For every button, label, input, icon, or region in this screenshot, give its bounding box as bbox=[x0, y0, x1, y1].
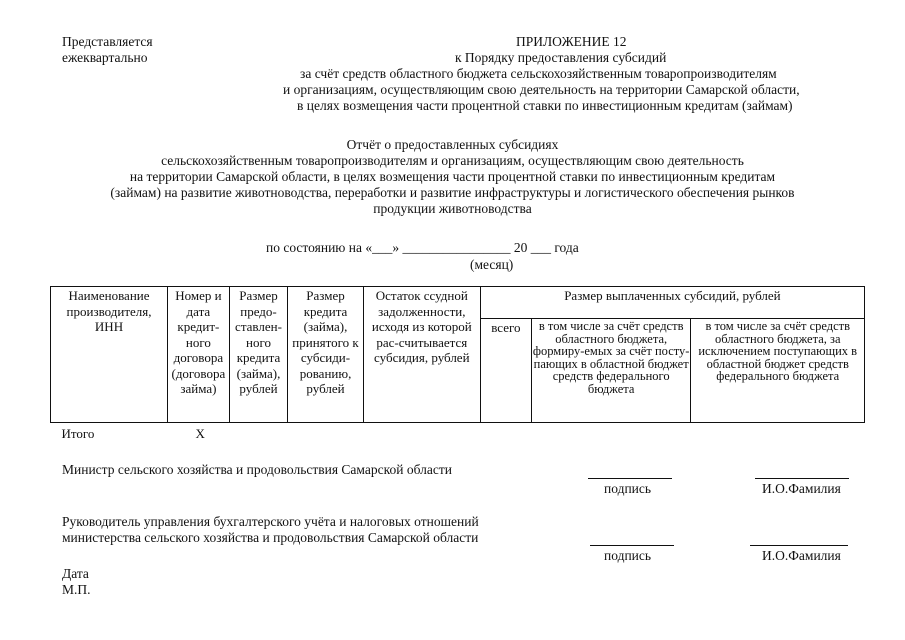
total-label: Итого bbox=[61, 426, 95, 441]
stamp-label: М.П. bbox=[62, 582, 91, 597]
date-label: Дата bbox=[62, 566, 89, 581]
appendix-title: ПРИЛОЖЕНИЕ 12 bbox=[516, 34, 627, 49]
total-row bbox=[51, 423, 865, 445]
appendix-line-1: к Порядку предоставления субсидий bbox=[455, 50, 667, 65]
submission-note-line-2: ежеквартально bbox=[62, 50, 148, 65]
header-paid-subsidies: Размер выплаченных субсидий, рублей bbox=[480, 287, 864, 319]
signatory-2-sign-line bbox=[590, 545, 674, 546]
total-mark: Х bbox=[195, 426, 205, 441]
signatory-1-name-line bbox=[755, 478, 849, 479]
signatory-1-position: Министр сельского хозяйства и продовольствия Самарской области bbox=[62, 462, 452, 477]
month-caption: (месяц) bbox=[470, 257, 514, 272]
appendix-line-4: в целях возмещения части процентной ставки по инвестиционным кредитам (займам) bbox=[297, 98, 793, 113]
header-loan-amount: Размер предо-ставлен-ного кредита (займа), рублей bbox=[229, 287, 288, 423]
report-title-line-1: Отчёт о предоставленных субсидиях bbox=[346, 137, 559, 152]
header-contract: Номер и дата кредит-ного договора (договора займа) bbox=[168, 287, 230, 423]
signatory-2-name-caption: И.О.Фамилия bbox=[762, 548, 841, 563]
signatory-1-sign-caption: подпись bbox=[604, 481, 652, 496]
submission-note-line-1: Представляется bbox=[62, 34, 153, 49]
report-title-line-5: продукции животноводства bbox=[373, 201, 532, 216]
signatory-2-position-line-1: Руководитель управления бухгалтерского учёта и налоговых отношений bbox=[62, 514, 479, 529]
subheader-regional-share: в том числе за счёт средств областного бюджета, за исключением поступающих в областной бюджет средств федерального бюджета bbox=[691, 319, 865, 423]
signatory-2-position-line-2: министерства сельского хозяйства и продовольствия Самарской области bbox=[62, 530, 479, 545]
subsidy-table bbox=[50, 286, 865, 445]
report-title-line-3: на территории Самарской области, в целях возмещения части процентной ставки по инвестиционным кредитам bbox=[129, 169, 776, 184]
subheader-total: всего bbox=[480, 319, 531, 423]
signatory-1-sign-line bbox=[588, 478, 672, 479]
header-loan-balance: Остаток ссудной задолженности, исходя из которой рас-считывается субсидия, рублей bbox=[363, 287, 480, 423]
header-producer: Наименование производителя, ИНН bbox=[51, 287, 168, 423]
appendix-line-3: и организациям, осуществляющим свою деятельность на территории Самарской области, bbox=[283, 82, 800, 97]
subheader-federal-share: в том числе за счёт средств областного бюджета, формиру-емых за счёт посту-пающих в областной бюджет средств федерального бюджета bbox=[531, 319, 691, 423]
header-subsidized-loan: Размер кредита (займа), принятого к субсиди-рованию, рублей bbox=[288, 287, 364, 423]
signatory-2-sign-caption: подпись bbox=[604, 548, 652, 563]
appendix-line-2: за счёт средств областного бюджета сельскохозяйственным товаропроизводителям bbox=[300, 66, 777, 81]
report-title-line-4: (займам) на развитие животноводства, переработки и развитие инфраструктуры и логистического обеспечения рынков bbox=[110, 185, 795, 200]
signatory-1-name-caption: И.О.Фамилия bbox=[762, 481, 841, 496]
report-date-line: по состоянию на «___» ________________ 20 ___ года bbox=[266, 240, 579, 255]
signatory-2-name-line bbox=[750, 545, 848, 546]
report-title-line-2: сельскохозяйственным товаропроизводителям и организациям, осуществляющим свою деятельность bbox=[161, 153, 744, 168]
